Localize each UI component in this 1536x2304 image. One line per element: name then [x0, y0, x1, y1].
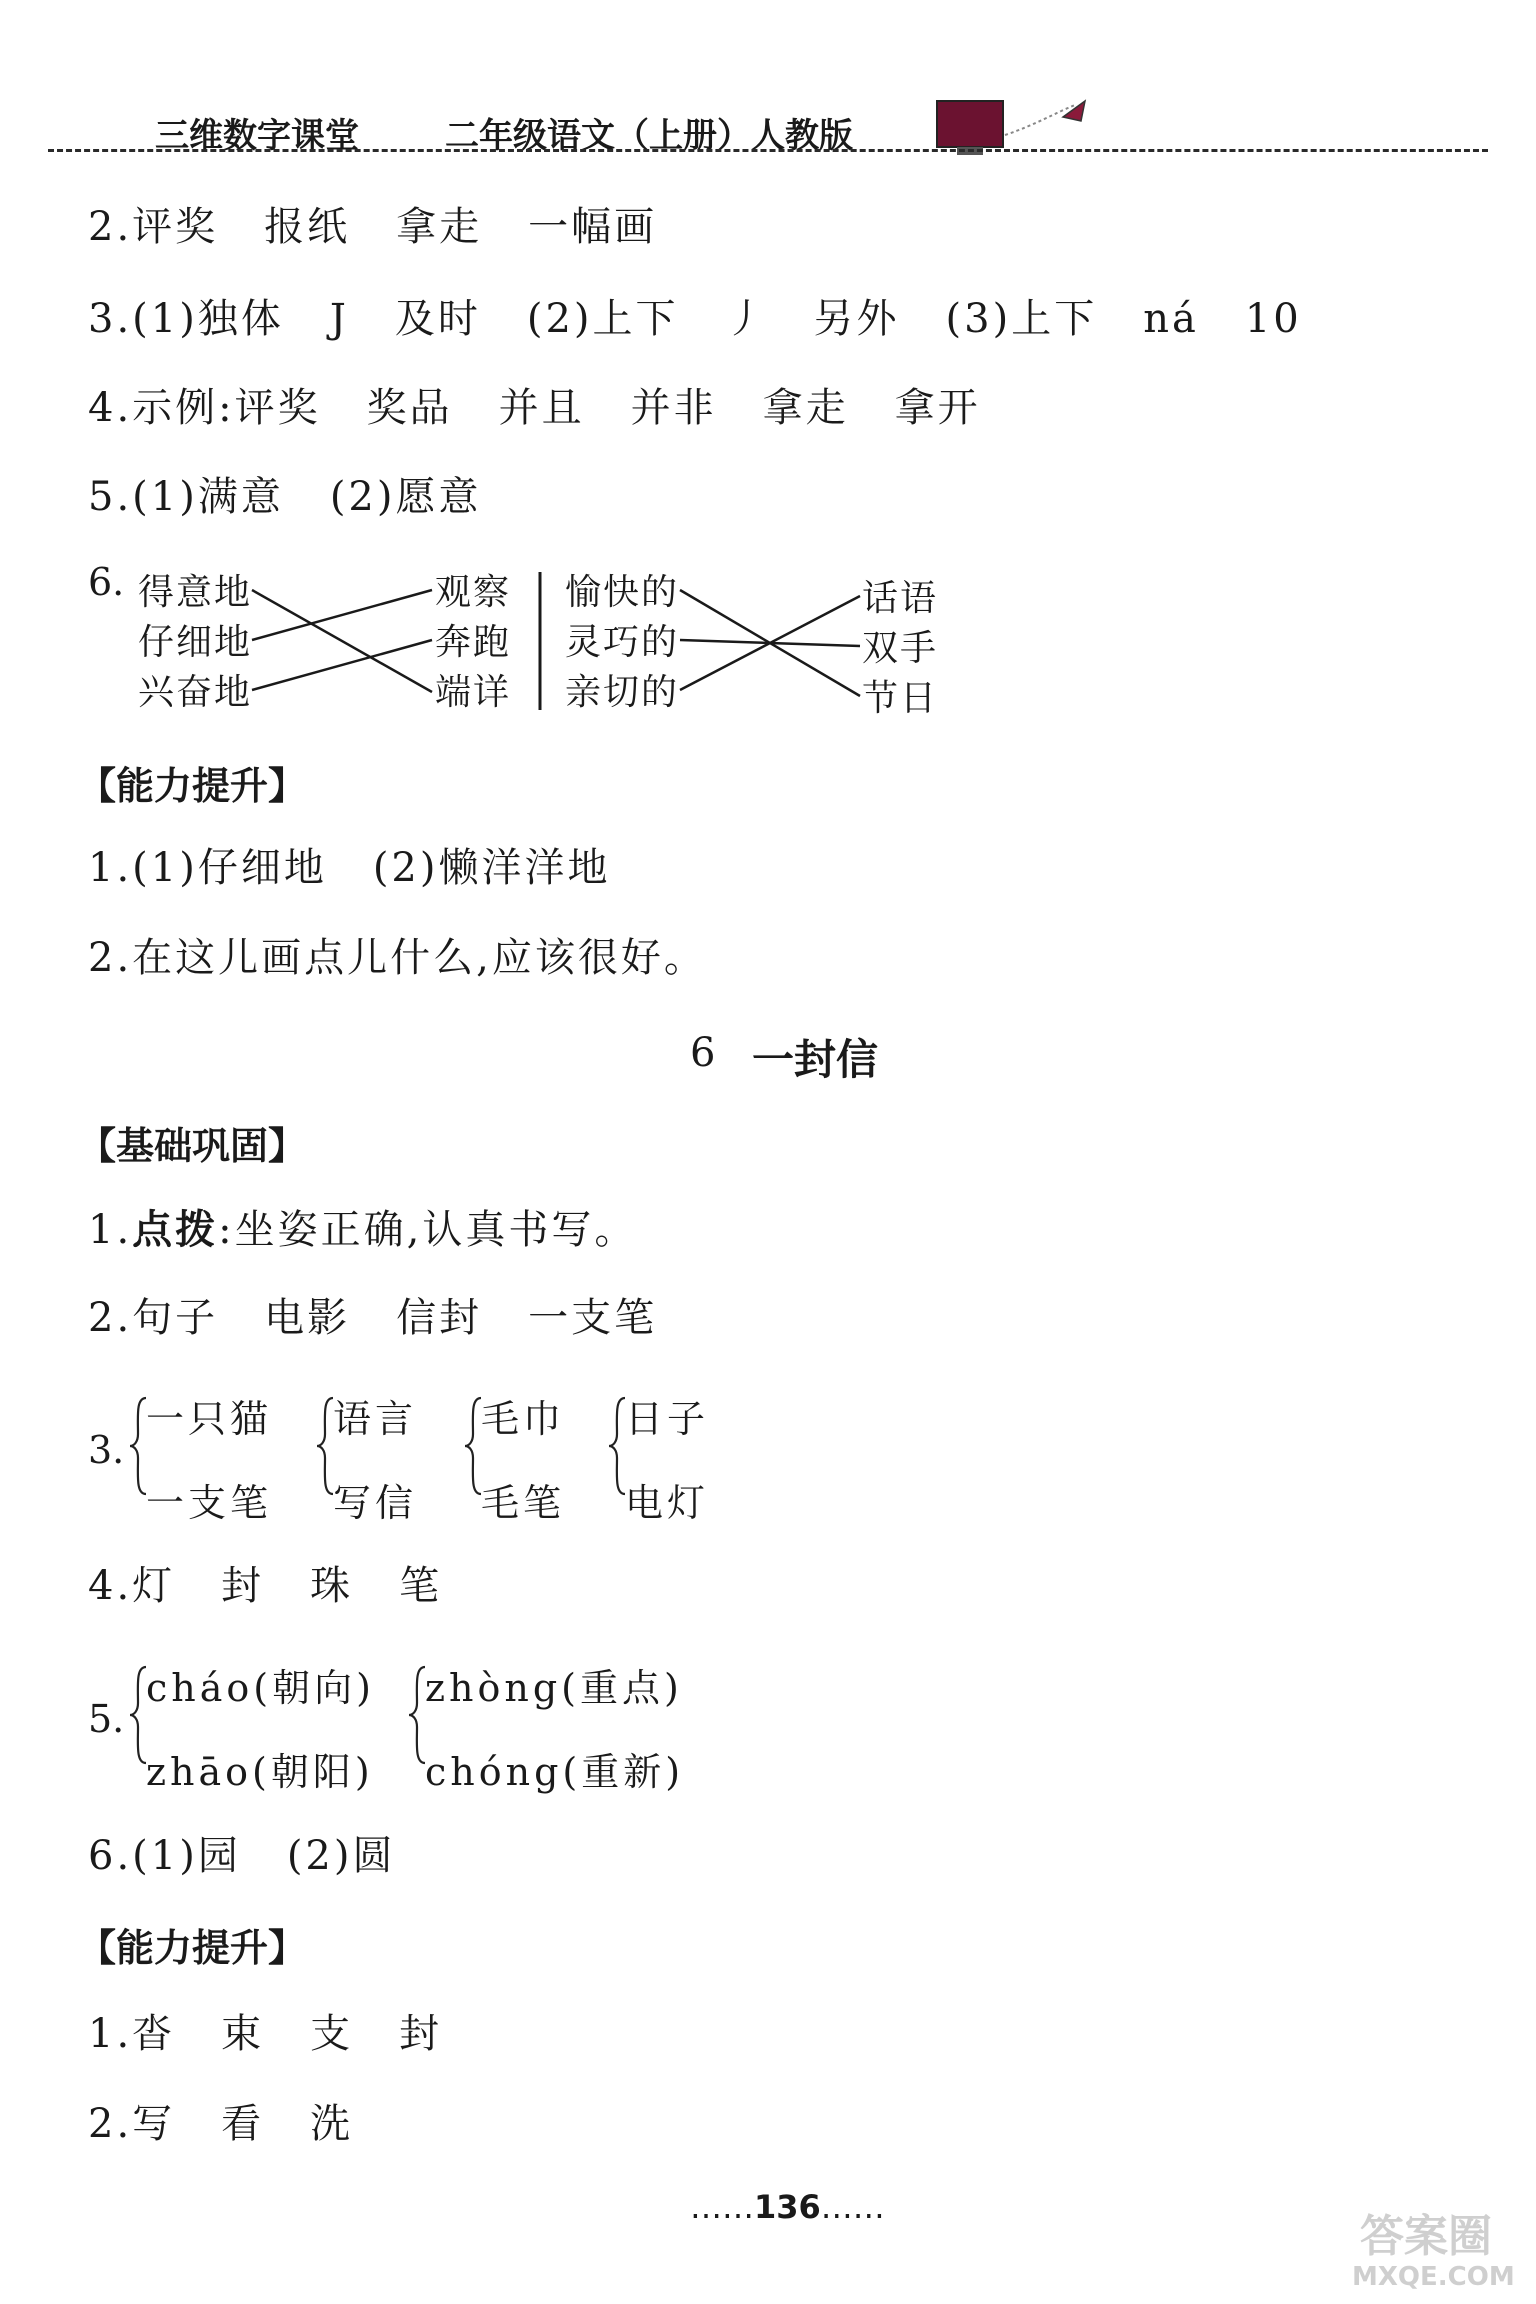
- answer-line-q3: 3.(1)独体 J 及时 (2)上下 丿 另外 (3)上下 ná 10: [88, 296, 1302, 342]
- match-line-3: [252, 640, 432, 690]
- match-right-b-3: 节日: [862, 678, 939, 719]
- series-title: 三维数字课堂: [155, 116, 359, 156]
- match-right-a-3: 端详: [435, 672, 512, 713]
- watermark-brand: 答案圈: [1360, 2211, 1492, 2262]
- q6-number: 6.: [88, 560, 125, 604]
- section-ability-2: 【能力提升】: [78, 1926, 307, 1970]
- match-left-b-1: 愉快的: [565, 572, 680, 613]
- page-number: ……136……: [690, 2188, 885, 2226]
- match-left-a-2: 仔细地: [138, 622, 253, 663]
- matching-lines: [0, 0, 1536, 760]
- section-basic: 【基础巩固】: [78, 1124, 307, 1168]
- match-left-b-3: 亲切的: [565, 672, 680, 713]
- lesson-number: 6: [690, 1030, 716, 1076]
- book-title: 二年级语文（上册）人教版: [445, 116, 853, 156]
- match-line-1: [252, 590, 432, 692]
- ability-line-q2: 2.在这儿画点儿什么,应该很好。: [88, 935, 707, 981]
- l6-ability-q2: 2.写 看 洗: [88, 2101, 354, 2147]
- answer-line-q2: 2.评奖 报纸 拿走 一幅画: [88, 204, 658, 250]
- match-right-a-2: 奔跑: [435, 622, 512, 663]
- match-right-b-2: 双手: [862, 628, 939, 669]
- l6-q3-number: 3.: [88, 1428, 125, 1472]
- match-right-b-1: 话语: [862, 578, 939, 619]
- l6-line-q6: 6.(1)园 (2)圆: [88, 1833, 396, 1879]
- l6-line-q4: 4.灯 封 珠 笔: [88, 1563, 443, 1609]
- ability-line-q1: 1.(1)仔细地 (2)懒洋洋地: [88, 845, 611, 891]
- l6-line-q2: 2.句子 电影 信封 一支笔: [88, 1295, 658, 1341]
- l6-ability-q1: 1.沓 束 支 封: [88, 2011, 443, 2057]
- l6-line-q1: 1.点拨:坐姿正确,认真书写。: [88, 1207, 638, 1253]
- match-line-6: [680, 596, 860, 690]
- watermark-site: MXQE.COM: [1352, 2262, 1515, 2292]
- lesson-title: 一封信: [752, 1035, 879, 1084]
- match-left-b-2: 灵巧的: [565, 622, 680, 663]
- match-right-a-1: 观察: [435, 572, 512, 613]
- match-left-a-3: 兴奋地: [138, 672, 253, 713]
- l6-q5-number: 5.: [88, 1697, 125, 1741]
- answer-line-q4: 4.示例:评奖 奖品 并且 并非 拿走 拿开: [88, 385, 981, 431]
- match-left-a-1: 得意地: [138, 572, 253, 613]
- hint-label: 点拨: [132, 1207, 219, 1253]
- answer-line-q5: 5.(1)满意 (2)愿意: [88, 474, 482, 520]
- match-line-2: [252, 590, 432, 640]
- section-ability-1: 【能力提升】: [78, 764, 307, 808]
